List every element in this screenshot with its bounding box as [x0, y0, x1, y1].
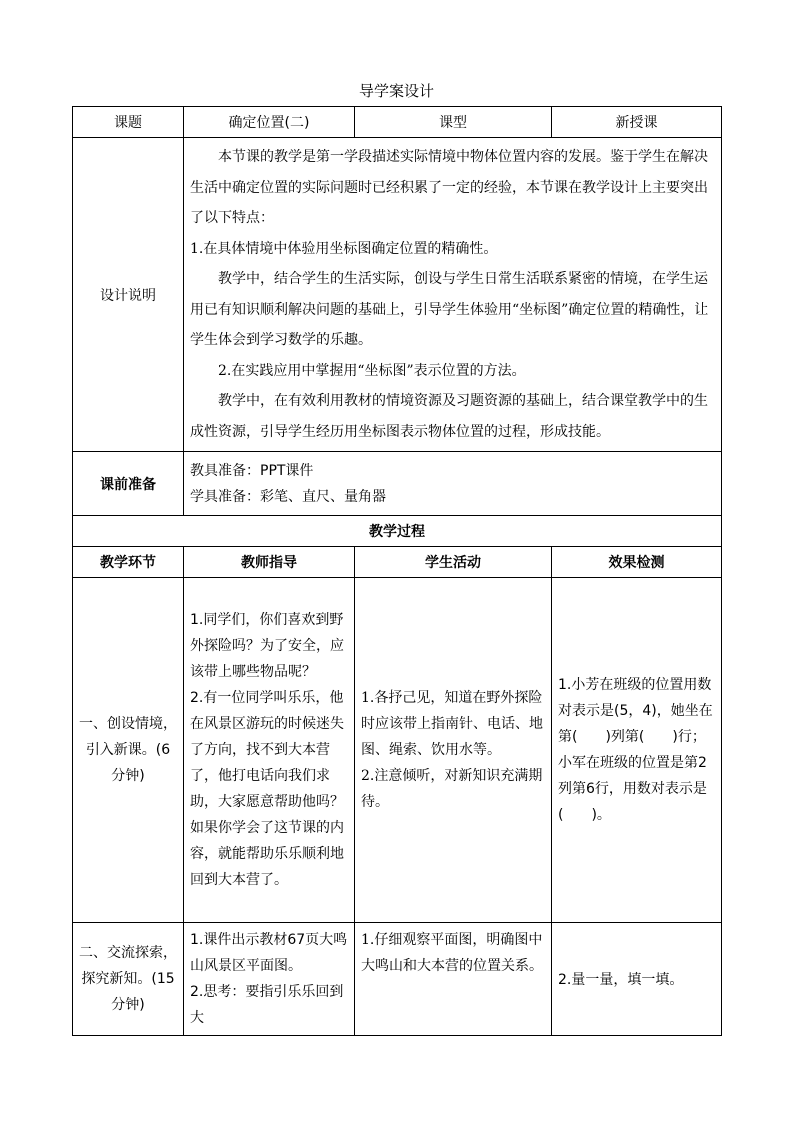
- design-notes-label: 设计说明: [73, 138, 184, 452]
- column-header-student: 学生活动: [355, 547, 552, 578]
- teacher-step: 1.同学们，你们喜欢到野外探险吗？为了安全，应该带上哪些物品呢？: [190, 612, 344, 680]
- document-title: 导学案设计: [358, 82, 434, 100]
- table-row: [73, 578, 722, 923]
- table-row: [73, 923, 722, 1036]
- design-note-paragraph: 教学中，在有效利用教材的情境资源及习题资源的基础上，结合课堂教学中的生成性资源，引导学生经历用坐标图表示物体位置的过程，形成技能。: [190, 393, 708, 440]
- process-title: 教学过程: [73, 516, 722, 547]
- teacher-step: 2.有一位同学叫乐乐，他在风景区游玩的时候迷失了方向，找不到大本营了，他打电话向我们求助，大家愿意帮助他吗？: [190, 690, 344, 810]
- stage-cell: 二、交流探索，探究新知。(15分钟): [73, 923, 184, 1036]
- type-value: 新授课: [552, 107, 722, 138]
- student-step: 2.注意倾听，对新知识充满期待。: [361, 768, 543, 810]
- preparation-content: [184, 452, 722, 516]
- design-note-paragraph: 1.在具体情境中体验用坐标图确定位置的精确性。: [190, 240, 498, 257]
- effect-check-cell: 1.小芳在班级的位置用数对表示是(5，4)，她坐在第( )列第( )行；小军在班级的位置是第2列第6行，用数对表示是( )。: [552, 578, 722, 923]
- teacher-step: 2.思考：要指引乐乐回到大: [190, 984, 344, 1026]
- design-notes-content: [184, 138, 722, 452]
- design-note-paragraph: 教学中，结合学生的生活实际，创设与学生日常生活联系紧密的情境，在学生运用已有知识顺利解决问题的基础上，引导学生体验用“坐标图”确定位置的精确性，让学生体会到学习数学的乐趣。: [190, 271, 709, 348]
- student-step: 1.各抒己见，知道在野外探险时应该带上指南针、电话、地图、绳索、饮用水等。: [361, 690, 543, 758]
- design-note-paragraph: 2.在实践应用中掌握用“坐标图”表示位置的方法。: [218, 362, 526, 379]
- type-label: 课型: [355, 107, 552, 138]
- student-step: 1.仔细观察平面图，明确图中大鸣山和大本营的位置关系。: [361, 932, 543, 974]
- teacher-step: 如果你学会了这节课的内容，就能帮助乐乐顺利地回到大本营了。: [190, 820, 344, 888]
- student-preparation: 学具准备：彩笔、直尺、量角器: [190, 488, 386, 505]
- column-header-stage: 教学环节: [73, 547, 184, 578]
- preparation-label: 课前准备: [73, 452, 184, 516]
- teacher-guidance-cell: [184, 578, 355, 923]
- student-activity-cell: [355, 578, 552, 923]
- design-notes-row: [73, 138, 722, 452]
- teacher-step: 1.课件出示教材67页大鸣山风景区平面图。: [190, 932, 348, 974]
- header-row: [73, 107, 722, 138]
- teacher-preparation: 教具准备：PPT课件: [190, 462, 314, 479]
- topic-label: 课题: [73, 107, 184, 138]
- preparation-row: [73, 452, 722, 516]
- column-header-check: 效果检测: [552, 547, 722, 578]
- teacher-guidance-cell: [184, 923, 355, 1036]
- effect-check-cell: 2.量一量，填一填。: [552, 923, 722, 1036]
- topic-value: 确定位置(二): [184, 107, 355, 138]
- column-header-teacher: 教师指导: [184, 547, 355, 578]
- student-activity-cell: [355, 923, 552, 1036]
- design-note-paragraph: 本节课的教学是第一学段描述实际情境中物体位置内容的发展。鉴于学生在解决生活中确定位置的实际问题时已经积累了一定的经验，本节课在教学设计上主要突出了以下特点：: [190, 149, 708, 226]
- column-header-row: [73, 547, 722, 578]
- lesson-plan-table: [72, 106, 722, 1036]
- process-title-row: [73, 516, 722, 547]
- stage-cell: 一、创设情境，引入新课。(6分钟): [73, 578, 184, 923]
